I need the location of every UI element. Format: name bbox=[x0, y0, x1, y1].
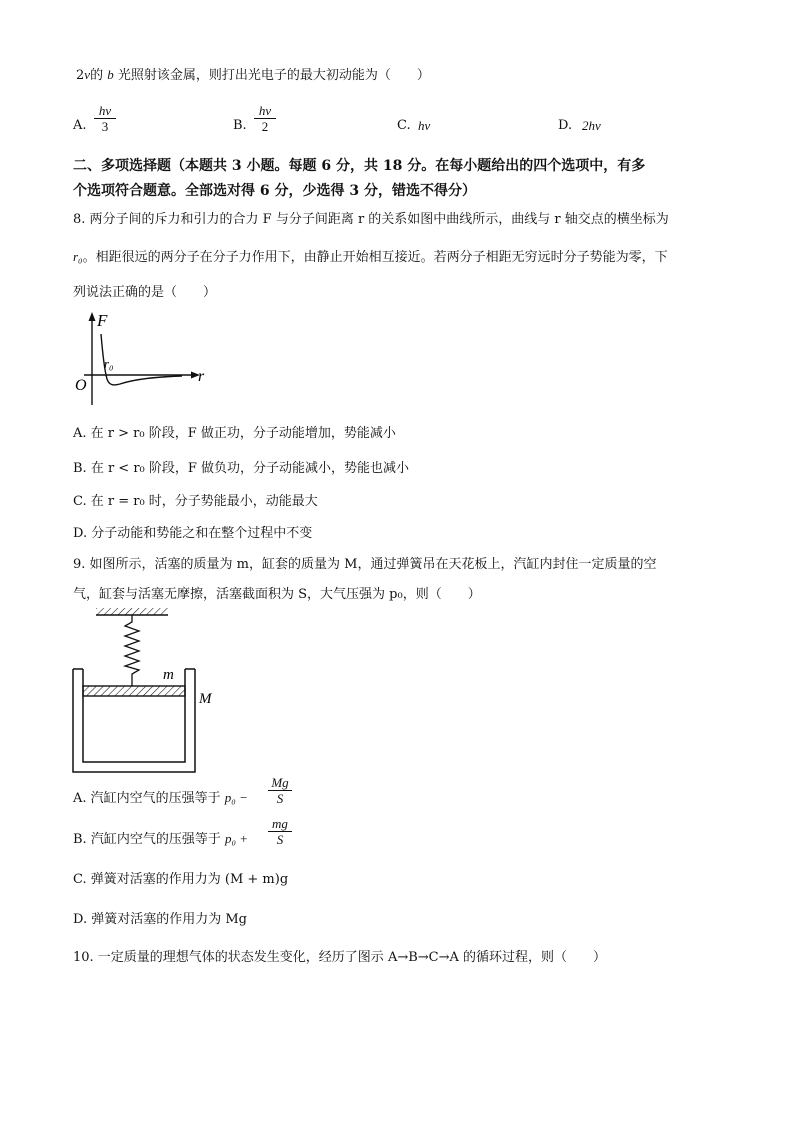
q9-cylinder-label: M bbox=[199, 691, 212, 707]
q9-piston-label: m bbox=[163, 667, 174, 683]
q8-stem-line3: 列说法正确的是（ ） bbox=[73, 285, 217, 300]
q9-option-a-num: Mg bbox=[268, 775, 292, 791]
q7-cont-nu: ν bbox=[84, 67, 91, 82]
q9-option-b-expr: p₀ + bbox=[224, 831, 248, 846]
q8-force-distance-graph bbox=[70, 310, 210, 410]
q7-cont-prefix: 2 bbox=[76, 68, 85, 83]
q9-option-a bbox=[73, 789, 248, 808]
q8-stem-line1: 8. 两分子间的斥力和引力的合力 F 与分子间距离 r 的关系如图中曲线所示，曲线与 r 轴交点的横坐标为 bbox=[73, 212, 669, 227]
q9-stem-line2: 气，缸套与活塞无摩擦，活塞截面积为 S，大气压强为 p₀，则（ ） bbox=[73, 587, 481, 602]
q9-option-d: D. 弹簧对活塞的作用力为 Mg bbox=[73, 912, 247, 927]
q7-option-b-num: hν bbox=[254, 103, 276, 119]
q8-r0-symbol: r₀ bbox=[73, 249, 83, 264]
q7-option-a-num: hν bbox=[94, 103, 116, 119]
q7-option-b-label: B. bbox=[233, 118, 247, 133]
q7-option-a-fraction bbox=[94, 103, 116, 134]
q9-option-b-den: S bbox=[276, 832, 284, 847]
q9-piston bbox=[83, 686, 185, 696]
q9-option-b-fraction bbox=[268, 816, 292, 847]
q7-option-d-text: 2hν bbox=[582, 118, 601, 133]
q9-spring bbox=[125, 615, 139, 686]
q8-y-axis-arrow bbox=[89, 312, 96, 321]
q8-option-b: B. 在 r < r₀ 阶段，F 做负功，分子动能减小，势能也减小 bbox=[73, 461, 410, 476]
q7-cont-mid1: 的 bbox=[90, 68, 108, 83]
q9-option-b bbox=[73, 830, 248, 849]
q8-stem-line2 bbox=[73, 248, 668, 267]
q7-option-a-label: A. bbox=[73, 118, 87, 133]
q9-option-b-text: B. 汽缸内空气的压强等于 bbox=[73, 832, 225, 847]
q7-option-b-fraction bbox=[254, 103, 276, 134]
q8-x-axis-label: r bbox=[198, 368, 205, 385]
section2-heading-line2: 个选项符合题意。全部选对得 6 分，少选得 3 分，错选不得分） bbox=[73, 183, 476, 199]
section2-heading-line1: 二、多项选择题（本题共 3 小题。每题 6 分，共 18 分。在每小题给出的四个选项中，有多 bbox=[73, 158, 646, 174]
q7-option-b-den: 2 bbox=[261, 119, 269, 134]
q9-cylinder-figure bbox=[70, 606, 230, 776]
q9-option-a-fraction bbox=[268, 775, 292, 806]
q9-cylinder-outer bbox=[73, 669, 195, 772]
q9-option-a-den: S bbox=[276, 791, 284, 806]
q7-continuation bbox=[76, 66, 430, 85]
q8-stem-line2-text: 。相距很远的两分子在分子力作用下，由静止开始相互接近。若两分子相距无穷远时分子势能为零，下 bbox=[82, 250, 668, 265]
q8-origin-label: O bbox=[75, 377, 87, 394]
q7-cont-b: b bbox=[107, 67, 114, 82]
q7-option-c-label: C. bbox=[397, 118, 411, 133]
q9-option-c: C. 弹簧对活塞的作用力为 (M + m)g bbox=[73, 872, 289, 887]
q8-option-a: A. 在 r > r₀ 阶段，F 做正功，分子动能增加，势能减小 bbox=[73, 426, 396, 441]
q7-option-d-label: D. bbox=[558, 118, 573, 133]
q9-option-b-num: mg bbox=[268, 816, 292, 832]
q8-option-c: C. 在 r = r₀ 时，分子势能最小，动能最大 bbox=[73, 494, 318, 509]
q9-ceiling-hatch bbox=[96, 608, 168, 615]
q7-option-c-text: hν bbox=[418, 118, 431, 133]
q9-stem-line1: 9. 如图所示，活塞的质量为 m，缸套的质量为 M，通过弹簧吊在天花板上，汽缸内封住一定质量的空 bbox=[73, 557, 657, 572]
q10-stem-line1: 10. 一定质量的理想气体的状态发生变化，经历了图示 A→B→C→A 的循环过程，则（ ） bbox=[73, 950, 607, 965]
q7-cont-mid2: 光照射该金属，则打出光电子的最大初动能为（ ） bbox=[113, 68, 430, 83]
q8-option-d: D. 分子动能和势能之和在整个过程中不变 bbox=[73, 526, 313, 541]
q8-r0-label: r₀ bbox=[104, 356, 114, 371]
q9-option-a-expr: p₀ − bbox=[224, 790, 248, 805]
q9-option-a-text: A. 汽缸内空气的压强等于 bbox=[73, 791, 225, 806]
q8-y-axis-label: F bbox=[97, 311, 108, 330]
q7-option-a-den: 3 bbox=[101, 119, 109, 134]
